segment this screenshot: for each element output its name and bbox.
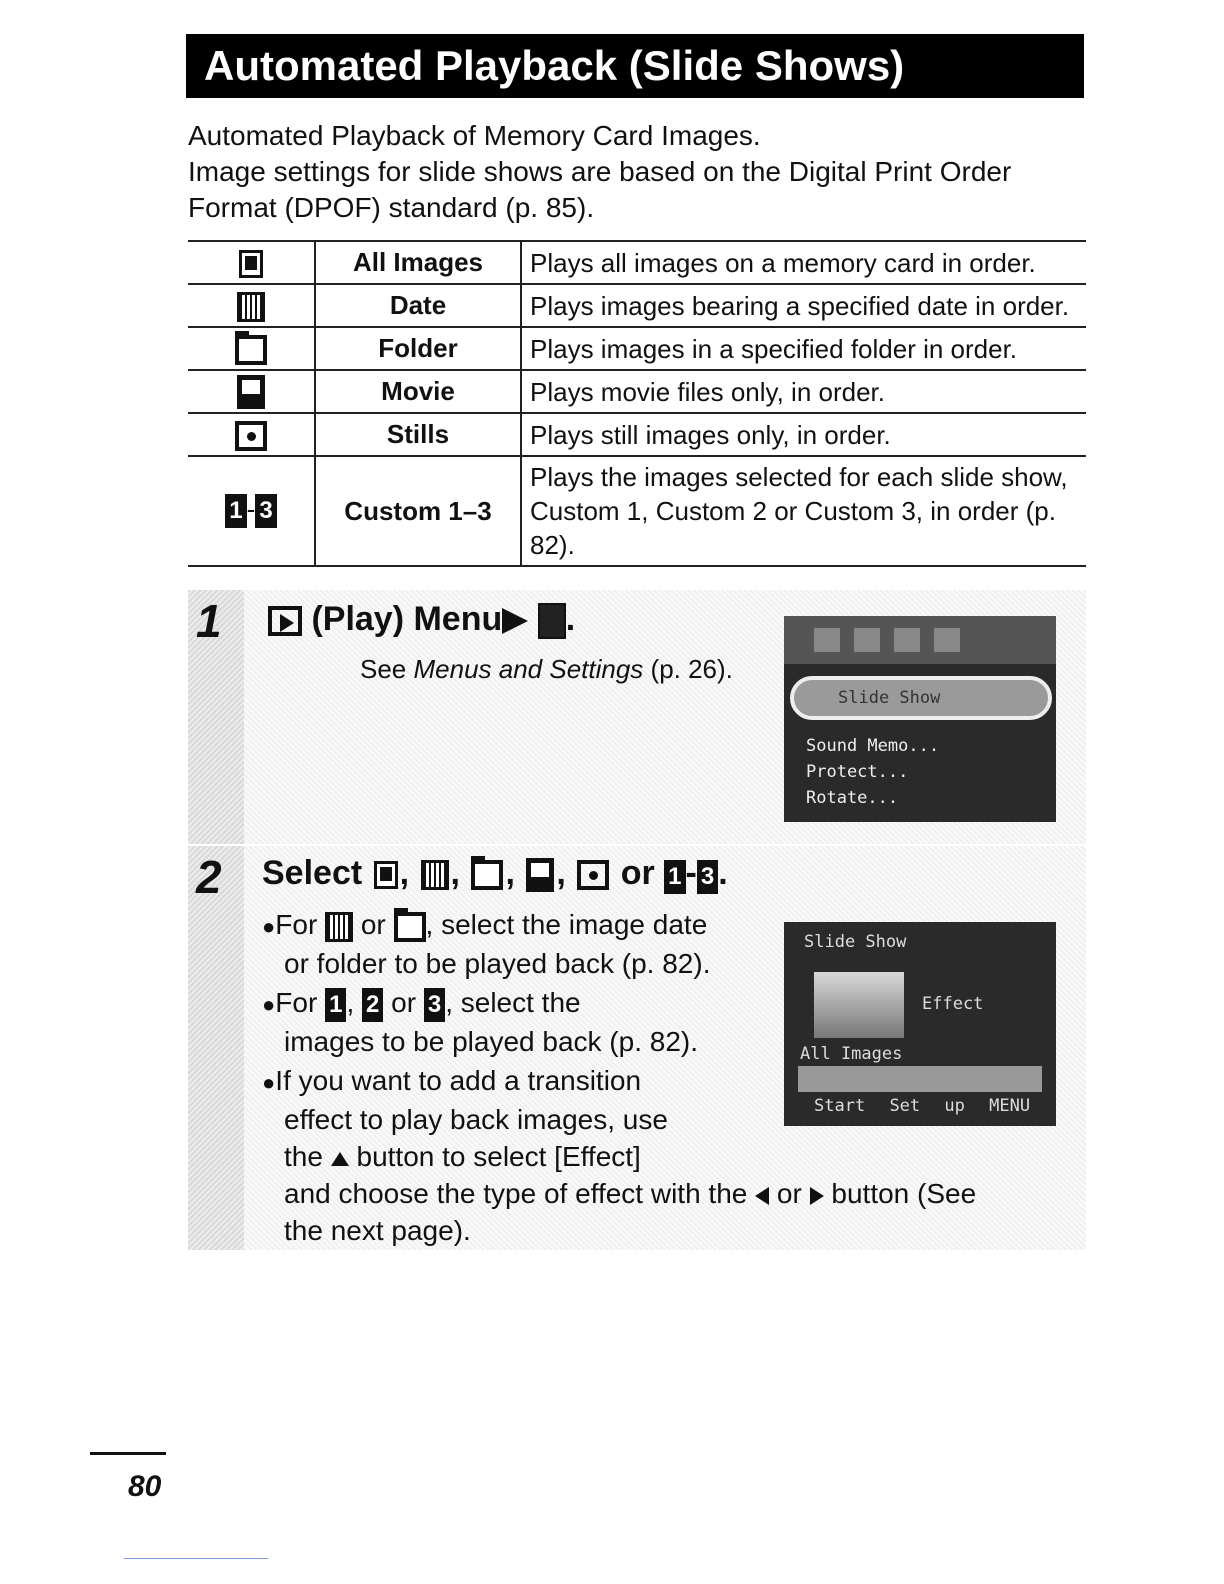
folder-icon: [471, 860, 503, 890]
movie-icon: [526, 858, 554, 892]
thumbnail-image: [814, 972, 904, 1038]
mode-icon-strip: [798, 1066, 1042, 1092]
mode-desc: Plays still images only, in order.: [521, 413, 1086, 456]
stills-icon: [235, 421, 267, 451]
page-title: Automated Playback (Slide Shows): [186, 34, 1084, 98]
intro: [188, 118, 1088, 226]
custom-1-icon: 1: [225, 494, 246, 528]
menu-item: Sound Memo...: [806, 736, 940, 756]
intro-line-2: Image settings for slide shows are based on the Digital Print Order Format (DPOF) standard (p. 85).: [188, 156, 1012, 223]
list-item: ●If you want to add a transition effect to play back images, use the button to select [Effect] and choose the type of effect with the or button (See the next page).: [262, 1065, 977, 1246]
list-item: ●For 1 , 2 or 3 , select the images to be played back (p. 82).: [262, 987, 699, 1057]
mode-name: Custom 1–3: [315, 456, 521, 566]
table-row: [188, 327, 1086, 370]
custom-3-icon: 3: [697, 860, 718, 894]
custom-2-icon: 2: [362, 988, 383, 1022]
mode-label: All Images: [800, 1044, 903, 1064]
page-number: 80: [128, 1470, 162, 1503]
play-menu-screenshot: [784, 616, 1056, 822]
menu-item: Protect...: [806, 762, 909, 782]
arrow-right-icon: [502, 608, 528, 634]
mode-name: All Images: [315, 241, 521, 284]
heading-text: (Play) Menu: [311, 600, 503, 638]
mode-name: Stills: [315, 413, 521, 456]
table-row: [188, 284, 1086, 327]
stills-icon: [577, 860, 609, 890]
table-row: [188, 456, 1086, 566]
screen-bottom-bar: Start Set up MENU: [814, 1096, 1031, 1116]
dash: -: [246, 494, 256, 524]
mode-name: Date: [315, 284, 521, 327]
screen-title: Slide Show: [804, 932, 907, 952]
slide-show-screenshot: [784, 922, 1056, 1126]
mode-desc: Plays movie files only, in order.: [521, 370, 1086, 413]
step-1-reference: See Menus and Settings (p. 26).: [360, 654, 733, 684]
intro-line-1: Automated Playback of Memory Card Images.: [188, 120, 761, 151]
menu-tabs: [784, 616, 1056, 664]
step-number: 2: [196, 851, 222, 903]
custom-1-icon: 1: [325, 988, 346, 1022]
custom-3-icon: 3: [255, 494, 276, 528]
arrow-right-icon: [810, 1187, 824, 1205]
date-icon: [237, 292, 265, 322]
slide-show-modes-table: [188, 240, 1086, 567]
mode-desc: Plays all images on a memory card in order.: [521, 241, 1086, 284]
divider: [124, 1558, 268, 1559]
folder-icon: [235, 335, 267, 365]
list-item: ●For or , select the image date or folder to be played back (p. 82).: [262, 909, 711, 979]
step-1-heading: [268, 600, 575, 639]
mode-name: Movie: [315, 370, 521, 413]
mode-desc: Plays images bearing a specified date in order.: [521, 284, 1086, 327]
date-icon: [325, 912, 353, 942]
step-number: 1: [196, 595, 222, 647]
movie-icon: [237, 375, 265, 409]
arrow-left-icon: [755, 1187, 769, 1205]
folder-icon: [394, 912, 426, 942]
menu-item: Rotate...: [806, 788, 899, 808]
table-row: [188, 413, 1086, 456]
table-row: [188, 241, 1086, 284]
date-icon: [421, 860, 449, 890]
custom-1-icon: 1: [664, 860, 685, 894]
effect-label: Effect: [922, 994, 984, 1014]
page-rule: [90, 1452, 166, 1455]
play-icon: [268, 606, 302, 636]
heading-dot: .: [565, 600, 576, 638]
mode-desc: Plays images in a specified folder in order.: [521, 327, 1086, 370]
table-row: [188, 370, 1086, 413]
mode-name: Folder: [315, 327, 521, 370]
all-images-icon: [374, 861, 398, 889]
step-1: [188, 590, 1086, 844]
slide-show-icon: [538, 603, 566, 639]
arrow-up-icon: [331, 1152, 349, 1166]
step-2: [188, 846, 1086, 1250]
custom-3-icon: 3: [424, 988, 445, 1022]
step-2-heading: Select , , , , or 1 - 3 .: [262, 854, 728, 892]
mode-desc: Plays the images selected for each slide show, Custom 1, Custom 2 or Custom 3, in order (p. 82).: [521, 456, 1086, 566]
slide-show-menu-item: Slide Show: [790, 676, 1052, 720]
all-images-icon: [239, 250, 263, 278]
